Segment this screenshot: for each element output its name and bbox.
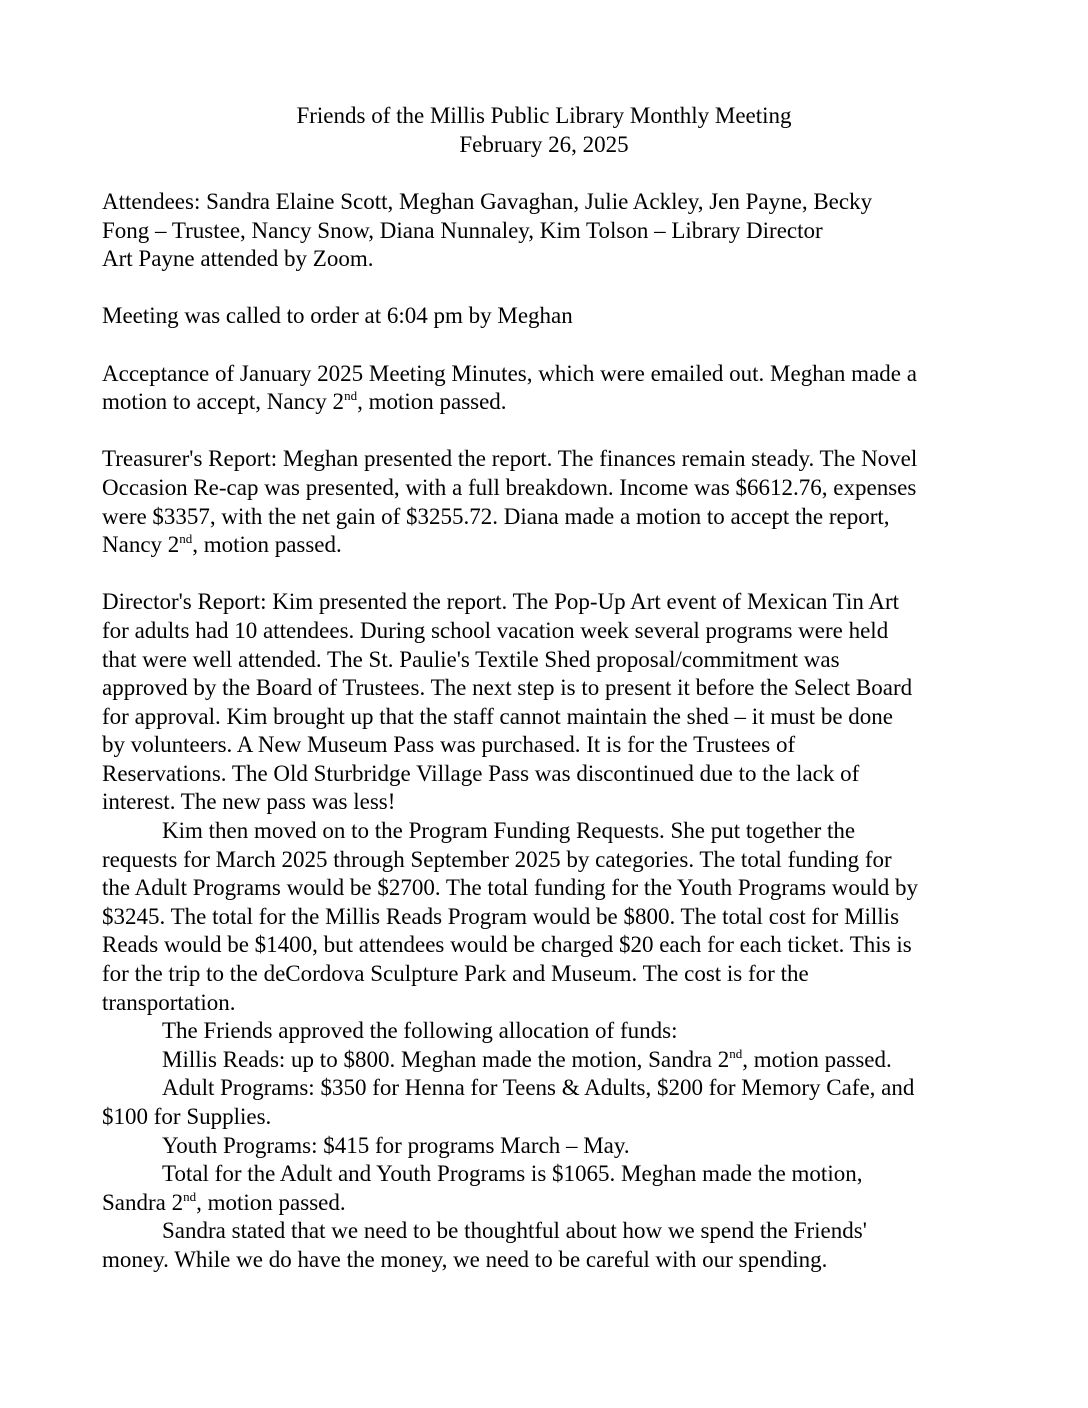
attendees-line: Fong – Trustee, Nancy Snow, Diana Nunnaley, Kim Tolson – Library Director — [102, 217, 823, 243]
director-line: approved by the Board of Trustees. The next step is to present it before the Select Board — [102, 675, 913, 701]
ordinal-suffix: nd — [179, 531, 193, 547]
director-report-paragraph — [102, 588, 992, 817]
closing-line: money. While we do have the money, we need to be careful with our spending. — [102, 1246, 828, 1272]
allocation-text: , motion passed. — [196, 1189, 346, 1215]
allocation-total — [102, 1189, 992, 1218]
closing-line: Sandra stated that we need to be thoughtful about how we spend the Friends' — [162, 1218, 867, 1244]
funding-line: the Adult Programs would be $2700. The total funding for the Youth Programs would by — [102, 875, 919, 901]
allocation-text: , motion passed. — [742, 1046, 892, 1072]
allocation-text: Sandra 2 — [102, 1189, 184, 1215]
funding-requests-paragraph — [102, 817, 992, 1017]
minutes-acceptance-paragraph — [102, 360, 992, 417]
attendees-paragraph — [102, 188, 992, 274]
minutes-text: , motion passed. — [357, 389, 507, 415]
allocation-adult-programs: Adult Programs: $350 for Henna for Teens & Adults, $200 for Memory Cafe, and — [162, 1075, 915, 1101]
director-line: Director's Report: Kim presented the report. The Pop-Up Art event of Mexican Tin Art — [102, 589, 900, 615]
funding-line: Kim then moved on to the Program Funding Requests. She put together the — [162, 818, 856, 844]
minutes-line: Acceptance of January 2025 Meeting Minutes, which were emailed out. Meghan made a — [102, 360, 917, 386]
treasurer-report-paragraph — [102, 445, 992, 559]
treasurer-line: Treasurer's Report: Meghan presented the report. The finances remain steady. The Novel — [102, 446, 918, 472]
call-to-order-line: Meeting was called to order at 6:04 pm by Meghan — [102, 303, 573, 329]
director-line: for approval. Kim brought up that the staff cannot maintain the shed – it must be done — [102, 703, 893, 729]
director-line: that were well attended. The St. Paulie's Textile Shed proposal/commitment was — [102, 646, 840, 672]
funding-line: Reads would be $1400, but attendees would be charged $20 each for each ticket. This is — [102, 932, 912, 958]
minutes-text: motion to accept, Nancy 2 — [102, 389, 345, 415]
meeting-date: February 26, 2025 — [459, 132, 629, 157]
treasurer-line: Occasion Re-cap was presented, with a full breakdown. Income was $6612.76, expenses — [102, 474, 917, 500]
funding-line: transportation. — [102, 989, 236, 1015]
call-to-order-paragraph — [102, 302, 992, 331]
minutes-body — [102, 188, 992, 1275]
director-line: by volunteers. A New Museum Pass was purchased. It is for the Trustees of — [102, 732, 796, 758]
ordinal-suffix: nd — [729, 1045, 743, 1061]
treasurer-text: Nancy 2 — [102, 532, 180, 558]
allocation-youth-programs: Youth Programs: $415 for programs March – May. — [162, 1132, 630, 1158]
director-line: Reservations. The Old Sturbridge Village Pass was discontinued due to the lack of — [102, 760, 860, 786]
allocation-adult-programs: $100 for Supplies. — [102, 1104, 272, 1129]
allocation-intro: The Friends approved the following allocation of funds: — [162, 1018, 678, 1044]
treasurer-line: were $3357, with the net gain of $3255.72. Diana made a motion to accept the report, — [102, 503, 890, 529]
director-line: for adults had 10 attendees. During school vacation week several programs were held — [102, 617, 889, 643]
funding-line: requests for March 2025 through September 2025 by categories. The total funding for — [102, 846, 892, 872]
allocation-paragraph — [102, 1017, 992, 1217]
meeting-title: Friends of the Millis Public Library Monthly Meeting — [296, 103, 792, 128]
allocation-millis-reads — [102, 1046, 992, 1075]
funding-line: $3245. The total for the Millis Reads Program would be $800. The total cost for Millis — [102, 903, 900, 929]
minutes-line — [102, 388, 992, 417]
meeting-header — [0, 101, 1088, 159]
ordinal-suffix: nd — [344, 388, 358, 404]
funding-line: for the trip to the deCordova Sculpture Park and Museum. The cost is for the — [102, 961, 809, 987]
allocation-total: Total for the Adult and Youth Programs is $1065. Meghan made the motion, — [162, 1161, 863, 1187]
closing-paragraph — [102, 1217, 992, 1274]
treasurer-line — [102, 531, 992, 560]
attendees-line: Art Payne attended by Zoom. — [102, 246, 374, 272]
allocation-text: Millis Reads: up to $800. Meghan made the motion, Sandra 2 — [162, 1046, 730, 1072]
treasurer-text: , motion passed. — [192, 532, 342, 558]
ordinal-suffix: nd — [183, 1188, 197, 1204]
director-line: interest. The new pass was less! — [102, 789, 396, 815]
attendees-line: Attendees: Sandra Elaine Scott, Meghan Gavaghan, Julie Ackley, Jen Payne, Becky — [102, 189, 873, 214]
